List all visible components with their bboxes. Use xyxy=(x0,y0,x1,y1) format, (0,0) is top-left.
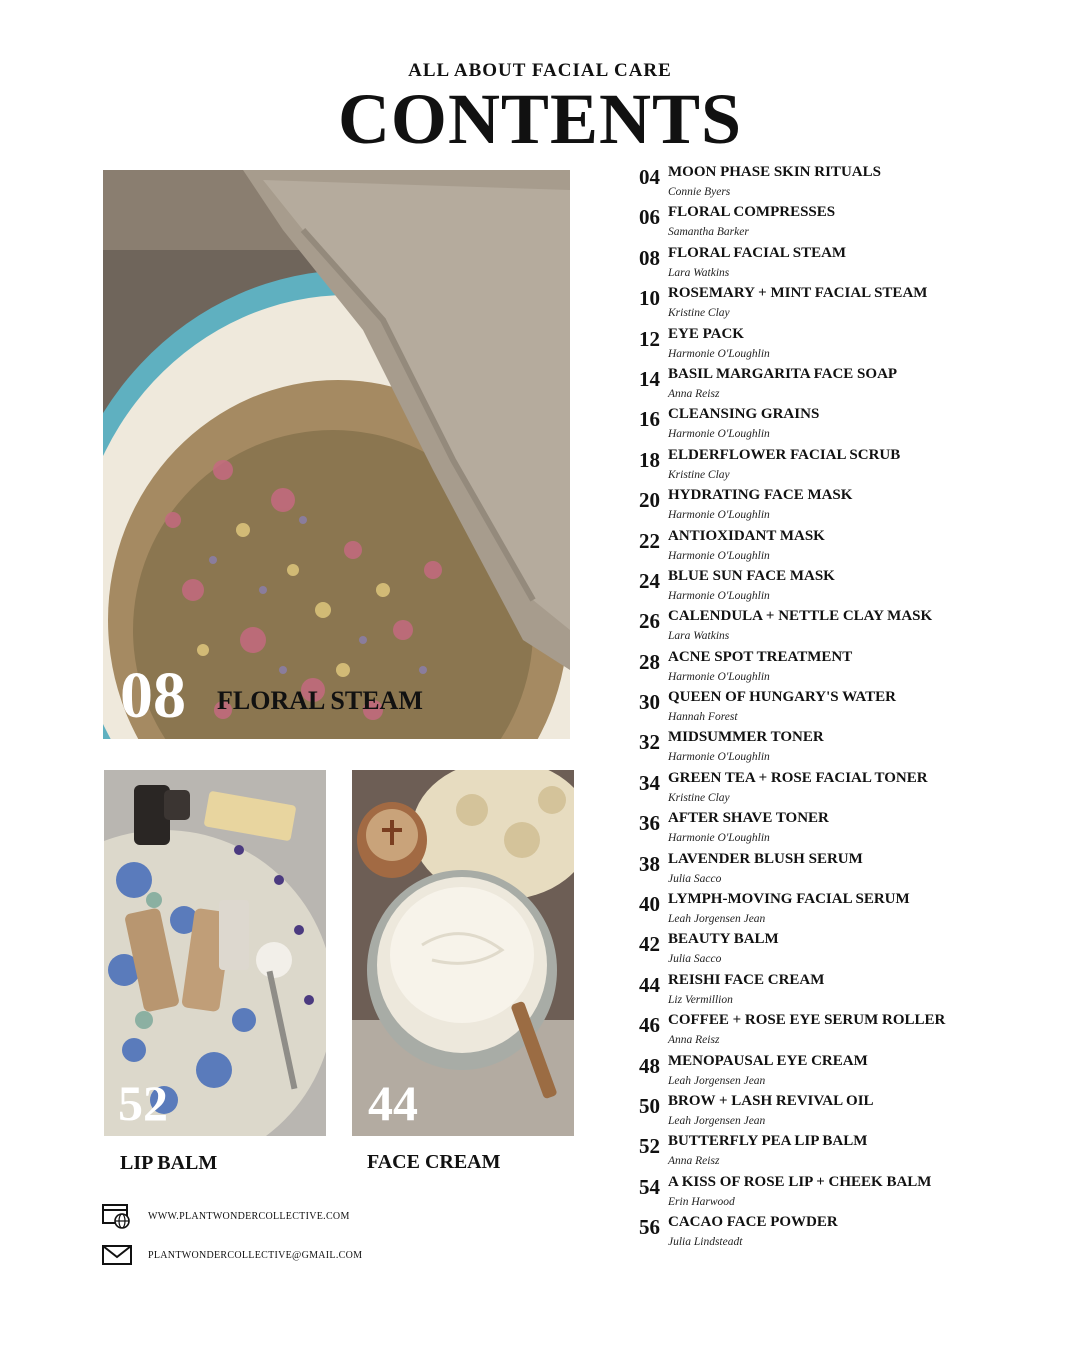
toc-article-title[interactable]: EYE PACK xyxy=(668,325,744,342)
toc-entry[interactable] xyxy=(626,285,1046,325)
toc-page-number: 36 xyxy=(639,811,660,836)
toc-article-title[interactable]: BEAUTY BALM xyxy=(668,931,779,948)
toc-author: Samantha Barker xyxy=(668,226,749,239)
toc-article-title[interactable]: REISHI FACE CREAM xyxy=(668,971,825,988)
toc-article-title[interactable]: BLUE SUN FACE MASK xyxy=(668,567,835,584)
feature-label: FLORAL STEAM xyxy=(217,686,423,715)
toc-article-title[interactable]: BUTTERFLY PEA LIP BALM xyxy=(668,1133,868,1150)
toc-entry[interactable] xyxy=(626,406,1046,446)
toc-page-number: 24 xyxy=(639,568,660,593)
toc-author: Harmonie O'Loughlin xyxy=(668,347,770,360)
toc-entry[interactable] xyxy=(626,164,1046,204)
toc-page-number: 38 xyxy=(639,851,660,876)
globe-browser-icon xyxy=(102,1203,132,1229)
toc-entry[interactable] xyxy=(626,487,1046,527)
toc-page-number: 44 xyxy=(639,972,660,997)
toc-page-number: 28 xyxy=(639,649,660,674)
toc-author: Liz Vermillion xyxy=(668,993,733,1006)
toc-entry[interactable] xyxy=(626,366,1046,406)
toc-author: Leah Jorgensen Jean xyxy=(668,1114,766,1127)
toc-page-number: 46 xyxy=(639,1013,660,1038)
toc-entry[interactable] xyxy=(626,326,1046,366)
email-text[interactable]: PLANTWONDERCOLLECTIVE@GMAIL.COM xyxy=(148,1249,363,1261)
toc-article-title[interactable]: MIDSUMMER TONER xyxy=(668,729,824,746)
toc-page-number: 50 xyxy=(639,1093,660,1118)
toc-article-title[interactable]: GREEN TEA + ROSE FACIAL TONER xyxy=(668,769,928,786)
toc-author: Harmonie O'Loughlin xyxy=(668,751,770,764)
toc-page-number: 56 xyxy=(639,1215,660,1240)
toc-entry[interactable] xyxy=(626,972,1046,1012)
toc-article-title[interactable]: FLORAL FACIAL STEAM xyxy=(668,244,847,261)
toc-page-number: 48 xyxy=(639,1053,660,1078)
toc-page-number: 52 xyxy=(639,1134,660,1159)
toc-entry[interactable] xyxy=(626,851,1046,891)
toc-article-title[interactable]: MOON PHASE SKIN RITUALS xyxy=(668,164,881,180)
toc-entry[interactable] xyxy=(626,1093,1046,1133)
toc-article-title[interactable]: BASIL MARGARITA FACE SOAP xyxy=(668,365,898,382)
toc-entry[interactable] xyxy=(626,1053,1046,1093)
toc-page-number: 42 xyxy=(639,932,660,957)
toc-author: Kristine Clay xyxy=(668,468,730,481)
toc-article-title[interactable]: COFFEE + ROSE EYE SERUM ROLLER xyxy=(668,1012,946,1029)
toc-entry[interactable] xyxy=(626,528,1046,568)
toc-article-title[interactable]: ELDERFLOWER FACIAL SCRUB xyxy=(668,446,901,463)
toc-page-number: 14 xyxy=(639,366,660,391)
toc-article-title[interactable]: CACAO FACE POWDER xyxy=(668,1214,838,1231)
toc-entry[interactable] xyxy=(626,891,1046,931)
page-title: CONTENTS xyxy=(337,79,743,159)
toc-page-number: 18 xyxy=(639,447,660,472)
toc-author: Harmonie O'Loughlin xyxy=(668,832,770,845)
toc-page-number: 54 xyxy=(639,1174,660,1199)
toc-page-number: 26 xyxy=(639,609,660,634)
toc-article-title[interactable]: MENOPAUSAL EYE CREAM xyxy=(668,1052,868,1069)
toc-author: Kristine Clay xyxy=(668,791,730,804)
toc-author: Hannah Forest xyxy=(668,711,738,724)
toc-page-number: 40 xyxy=(639,892,660,917)
feature-page-number: 08 xyxy=(120,659,186,732)
toc-entry[interactable] xyxy=(626,608,1046,648)
toc-entry[interactable] xyxy=(626,204,1046,244)
toc-article-title[interactable]: BROW + LASH REVIVAL OIL xyxy=(668,1092,874,1109)
envelope-icon xyxy=(102,1242,132,1268)
toc-author: Connie Byers xyxy=(668,186,731,198)
toc-entry[interactable] xyxy=(626,1214,1046,1254)
toc-entry[interactable] xyxy=(626,729,1046,769)
feature-caption: LIP BALM xyxy=(120,1152,218,1174)
toc-author: Julia Sacco xyxy=(668,953,722,966)
toc-page-number: 10 xyxy=(639,286,660,311)
toc-author: Julia Lindsteadt xyxy=(668,1236,743,1249)
magazine-subtitle: ALL ABOUT FACIAL CARE xyxy=(408,60,672,81)
toc-page-number: 12 xyxy=(639,326,660,351)
toc-article-title[interactable]: A KISS OF ROSE LIP + CHEEK BALM xyxy=(668,1173,932,1190)
toc-author: Anna Reisz xyxy=(668,1034,720,1047)
toc-entry[interactable] xyxy=(626,1012,1046,1052)
toc-author: Harmonie O'Loughlin xyxy=(668,670,770,683)
toc-entry[interactable] xyxy=(626,1133,1046,1173)
toc-author: Erin Harwood xyxy=(668,1195,735,1208)
toc-author: Harmonie O'Loughlin xyxy=(668,428,770,441)
toc-author: Harmonie O'Loughlin xyxy=(668,549,770,562)
toc-article-title[interactable]: CALENDULA + NETTLE CLAY MASK xyxy=(668,608,933,625)
toc-article-title[interactable]: CLEANSING GRAINS xyxy=(668,406,820,423)
toc-article-title[interactable]: LAVENDER BLUSH SERUM xyxy=(668,850,863,867)
toc-article-title[interactable]: FLORAL COMPRESSES xyxy=(668,204,836,221)
toc-page-number: 34 xyxy=(639,770,660,795)
toc-article-title[interactable]: ANTIOXIDANT MASK xyxy=(668,527,825,544)
website-row[interactable] xyxy=(102,1203,350,1229)
toc-author: Harmonie O'Loughlin xyxy=(668,509,770,522)
toc-author: Kristine Clay xyxy=(668,307,730,320)
toc-page-number: 16 xyxy=(639,407,660,432)
toc-author: Harmonie O'Loughlin xyxy=(668,589,770,602)
floral-steam-photo[interactable] xyxy=(103,170,570,739)
toc-entry[interactable] xyxy=(626,447,1046,487)
toc-article-title[interactable]: QUEEN OF HUNGARY'S WATER xyxy=(668,689,896,706)
toc-entry[interactable] xyxy=(626,245,1046,285)
website-text[interactable]: WWW.PLANTWONDERCOLLECTIVE.COM xyxy=(148,1210,350,1222)
toc-article-title[interactable]: HYDRATING FACE MASK xyxy=(668,487,853,504)
toc-article-title[interactable]: ACNE SPOT TREATMENT xyxy=(668,648,853,665)
toc-entry[interactable] xyxy=(626,810,1046,850)
feature-caption: FACE CREAM xyxy=(367,1151,501,1173)
toc-page-number: 22 xyxy=(639,528,660,553)
table-of-contents xyxy=(626,164,1046,1255)
toc-author: Leah Jorgensen Jean xyxy=(668,913,766,926)
toc-entry[interactable] xyxy=(626,931,1046,971)
toc-page-number: 20 xyxy=(639,488,660,513)
toc-article-title[interactable]: AFTER SHAVE TONER xyxy=(668,810,829,827)
toc-page-number: 32 xyxy=(639,730,660,755)
toc-author: Julia Sacco xyxy=(668,872,722,885)
toc-page-number: 04 xyxy=(639,165,660,189)
toc-author: Leah Jorgensen Jean xyxy=(668,1074,766,1087)
toc-entry[interactable] xyxy=(626,1174,1046,1214)
toc-page-number: 06 xyxy=(639,205,660,230)
email-row[interactable] xyxy=(102,1242,362,1268)
toc-author: Anna Reisz xyxy=(668,1155,720,1168)
toc-article-title[interactable]: ROSEMARY + MINT FACIAL STEAM xyxy=(668,285,928,302)
toc-author: Lara Watkins xyxy=(668,630,730,643)
toc-entry[interactable] xyxy=(626,770,1046,810)
feature-page-number: 52 xyxy=(118,1075,168,1131)
toc-entry[interactable] xyxy=(626,689,1046,729)
feature-page-number: 44 xyxy=(368,1075,418,1131)
toc-author: Anna Reisz xyxy=(668,387,720,400)
toc-author: Lara Watkins xyxy=(668,266,730,279)
toc-entry[interactable] xyxy=(626,568,1046,608)
toc-entry[interactable] xyxy=(626,649,1046,689)
toc-page-number: 30 xyxy=(639,690,660,715)
toc-page-number: 08 xyxy=(639,245,660,270)
toc-article-title[interactable]: LYMPH-MOVING FACIAL SERUM xyxy=(668,891,910,908)
